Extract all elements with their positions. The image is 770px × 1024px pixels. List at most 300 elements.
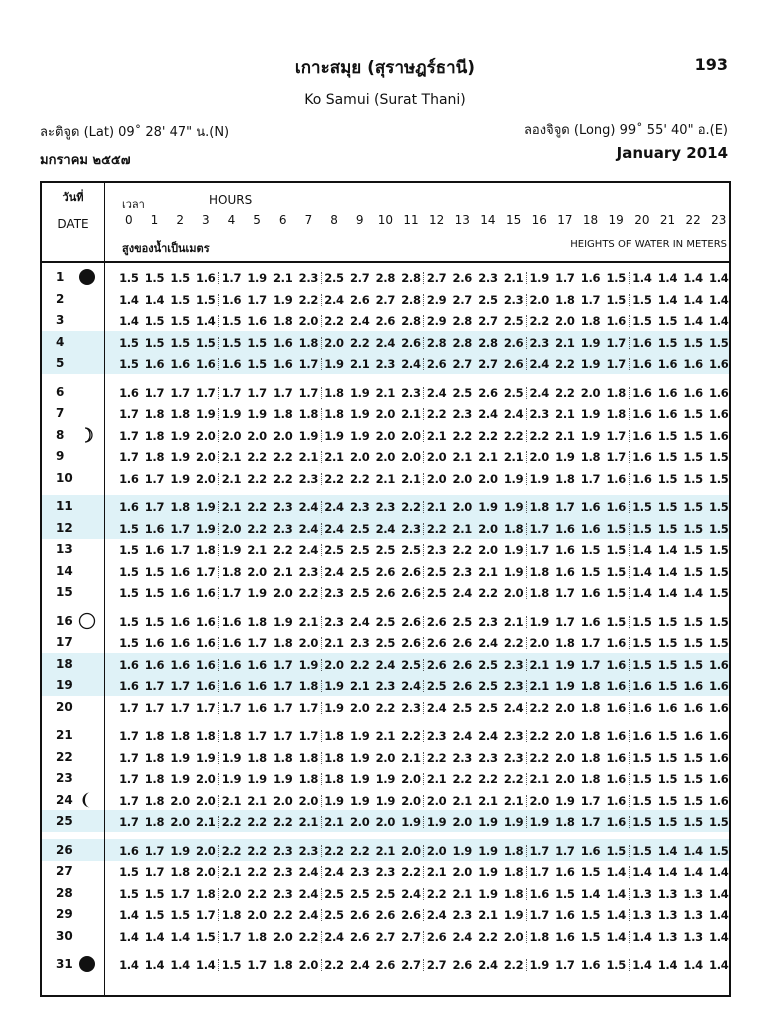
height-cell: 1.8 bbox=[298, 772, 319, 787]
height-cell: 2.1 bbox=[349, 357, 370, 372]
hour-label: 1 bbox=[150, 213, 159, 227]
height-cell: 1.8 bbox=[555, 292, 575, 307]
height-cell: 2.2 bbox=[529, 428, 549, 443]
hour-label: 23 bbox=[711, 213, 727, 227]
height-cell: 1.5 bbox=[119, 335, 139, 350]
height-cell: 1.8 bbox=[606, 407, 626, 422]
hour-label: 20 bbox=[634, 213, 650, 227]
height-cell: 1.8 bbox=[324, 407, 344, 422]
month-english-label: January 2014 bbox=[616, 144, 728, 162]
height-cell: 2.1 bbox=[503, 614, 524, 629]
height-cell: 1.6 bbox=[606, 471, 626, 486]
height-cell: 2.1 bbox=[503, 793, 524, 808]
height-cell: 2.4 bbox=[298, 543, 319, 558]
height-cell: 1.5 bbox=[709, 335, 729, 350]
height-cell: 1.8 bbox=[503, 865, 524, 880]
height-cell: 1.9 bbox=[580, 357, 601, 372]
group-separator bbox=[423, 501, 424, 513]
height-cell: 2.6 bbox=[375, 958, 396, 972]
height-cell: 1.8 bbox=[272, 314, 293, 329]
height-cell: 1.4 bbox=[144, 292, 165, 307]
height-cell: 2.3 bbox=[324, 614, 344, 629]
height-cell: 1.9 bbox=[324, 700, 344, 715]
group-separator bbox=[526, 959, 527, 971]
table-row bbox=[42, 904, 729, 924]
height-cell: 2.4 bbox=[324, 564, 344, 579]
height-cell: 1.6 bbox=[555, 865, 575, 880]
height-cell: 2.2 bbox=[247, 471, 267, 486]
height-cell: 1.7 bbox=[555, 958, 575, 972]
height-cell: 1.8 bbox=[196, 543, 216, 558]
height-cell: 1.6 bbox=[683, 679, 703, 694]
group-separator bbox=[526, 544, 527, 556]
height-cell: 1.4 bbox=[632, 271, 652, 285]
height-cell: 2.0 bbox=[580, 385, 601, 400]
height-cell: 1.9 bbox=[196, 407, 216, 422]
height-cell: 1.9 bbox=[503, 815, 524, 830]
height-cell: 2.5 bbox=[375, 543, 396, 558]
height-cell: 2.1 bbox=[555, 428, 575, 443]
height-cell: 1.4 bbox=[119, 314, 139, 329]
table-row bbox=[42, 954, 729, 974]
group-separator bbox=[423, 702, 424, 714]
height-cell: 2.1 bbox=[478, 908, 498, 923]
height-cell: 1.8 bbox=[298, 750, 319, 765]
height-cell: 2.0 bbox=[555, 314, 575, 329]
height-cell: 2.3 bbox=[272, 886, 293, 901]
group-separator bbox=[526, 909, 527, 921]
height-cell: 1.5 bbox=[119, 543, 139, 558]
height-cell: 2.3 bbox=[503, 657, 524, 672]
group-separator bbox=[218, 730, 219, 742]
table-row bbox=[42, 811, 729, 831]
table-row bbox=[42, 310, 729, 330]
height-cell: 2.1 bbox=[401, 750, 421, 765]
group-separator bbox=[629, 272, 630, 284]
table-row bbox=[42, 353, 729, 373]
height-cell: 2.2 bbox=[401, 500, 421, 514]
height-cell: 2.2 bbox=[478, 428, 498, 443]
height-cell: 2.0 bbox=[272, 428, 293, 443]
height-cell: 1.9 bbox=[580, 407, 601, 422]
height-cell: 2.5 bbox=[478, 679, 498, 694]
height-cell: 1.6 bbox=[247, 314, 267, 329]
height-cell: 1.8 bbox=[144, 450, 165, 465]
height-cell: 1.7 bbox=[272, 385, 293, 400]
height-cell: 2.2 bbox=[529, 750, 549, 765]
height-cell: 1.6 bbox=[170, 357, 190, 372]
height-cell: 1.6 bbox=[247, 679, 267, 694]
height-cell: 1.7 bbox=[606, 450, 626, 465]
height-cell: 2.3 bbox=[375, 679, 396, 694]
height-cell: 1.7 bbox=[119, 700, 139, 715]
height-cell: 2.0 bbox=[349, 700, 370, 715]
height-cell: 2.0 bbox=[555, 729, 575, 743]
height-cell: 2.2 bbox=[221, 843, 242, 858]
height-cell: 1.6 bbox=[196, 357, 216, 372]
height-cell: 2.0 bbox=[503, 929, 524, 944]
hour-label: 13 bbox=[454, 213, 470, 227]
height-cell: 2.0 bbox=[170, 793, 190, 808]
height-cell: 2.0 bbox=[375, 407, 396, 422]
height-cell: 1.6 bbox=[709, 700, 729, 715]
height-cell: 1.5 bbox=[657, 815, 678, 830]
hour-label: 2 bbox=[176, 213, 184, 227]
group-separator bbox=[526, 659, 527, 671]
height-cell: 2.0 bbox=[247, 428, 267, 443]
height-cell: 1.8 bbox=[324, 385, 344, 400]
height-cell: 1.6 bbox=[580, 500, 601, 514]
group-separator bbox=[526, 795, 527, 807]
height-cell: 2.4 bbox=[298, 865, 319, 880]
height-cell: 2.6 bbox=[401, 908, 421, 923]
table-row bbox=[42, 289, 729, 309]
height-cell: 1.5 bbox=[144, 908, 165, 923]
height-cell: 2.2 bbox=[298, 929, 319, 944]
group-separator bbox=[321, 544, 322, 556]
height-cell: 1.7 bbox=[170, 543, 190, 558]
height-cell: 2.7 bbox=[426, 958, 447, 972]
group-separator bbox=[526, 931, 527, 943]
height-cell: 2.3 bbox=[272, 865, 293, 880]
group-separator bbox=[321, 795, 322, 807]
height-cell: 1.8 bbox=[580, 700, 601, 715]
height-cell: 2.0 bbox=[272, 793, 293, 808]
group-separator bbox=[321, 430, 322, 442]
height-cell: 1.5 bbox=[119, 636, 139, 651]
group-separator bbox=[629, 909, 630, 921]
group-separator bbox=[629, 430, 630, 442]
height-cell: 2.2 bbox=[401, 865, 421, 880]
height-cell: 1.7 bbox=[298, 700, 319, 715]
height-cell: 1.8 bbox=[555, 636, 575, 651]
group-separator bbox=[629, 387, 630, 399]
height-cell: 1.6 bbox=[555, 521, 575, 536]
group-separator bbox=[526, 523, 527, 535]
height-cell: 1.5 bbox=[606, 271, 626, 285]
height-cell: 1.5 bbox=[196, 929, 216, 944]
height-cell: 1.6 bbox=[632, 450, 652, 465]
height-cell: 2.0 bbox=[401, 793, 421, 808]
height-cell: 2.2 bbox=[529, 729, 549, 743]
height-cell: 1.6 bbox=[657, 357, 678, 372]
height-cell: 1.9 bbox=[375, 772, 396, 787]
height-cell: 1.6 bbox=[170, 636, 190, 651]
group-separator bbox=[526, 888, 527, 900]
group-separator bbox=[629, 501, 630, 513]
height-cell: 1.6 bbox=[606, 750, 626, 765]
height-cell: 2.5 bbox=[452, 385, 473, 400]
height-cell: 1.7 bbox=[529, 843, 549, 858]
hour-label: 7 bbox=[304, 213, 313, 227]
group-separator bbox=[321, 816, 322, 828]
height-cell: 1.7 bbox=[119, 450, 139, 465]
height-cell: 2.0 bbox=[196, 793, 216, 808]
height-cell: 1.6 bbox=[144, 357, 165, 372]
hour-label: 18 bbox=[582, 213, 599, 227]
height-cell: 1.6 bbox=[709, 407, 729, 422]
latitude-label: ละติจูด (Lat) 09˚ 28' 47" น.(N) bbox=[40, 125, 230, 140]
height-cell: 1.7 bbox=[221, 586, 242, 601]
group-separator bbox=[218, 845, 219, 857]
group-separator bbox=[218, 387, 219, 399]
group-separator bbox=[423, 566, 424, 578]
hour-label: 0 bbox=[125, 213, 133, 227]
height-cell: 2.0 bbox=[247, 908, 267, 923]
height-cell: 1.5 bbox=[144, 586, 165, 601]
height-cell: 1.8 bbox=[503, 886, 524, 901]
date-header: DATE bbox=[57, 217, 89, 231]
height-cell: 2.5 bbox=[478, 292, 498, 307]
height-cell: 1.5 bbox=[119, 614, 139, 629]
height-cell: 2.5 bbox=[324, 886, 344, 901]
height-cell: 1.4 bbox=[657, 865, 678, 880]
height-cell: 1.7 bbox=[170, 700, 190, 715]
height-cell: 1.5 bbox=[580, 564, 601, 579]
height-cell: 1.8 bbox=[196, 729, 216, 743]
height-cell: 1.5 bbox=[606, 292, 626, 307]
height-cell: 1.7 bbox=[119, 815, 139, 830]
height-cell: 2.4 bbox=[426, 385, 447, 400]
height-cell: 1.4 bbox=[119, 292, 139, 307]
height-cell: 2.7 bbox=[478, 357, 498, 372]
height-cell: 2.3 bbox=[503, 292, 524, 307]
height-cell: 1.4 bbox=[144, 958, 165, 972]
height-cell: 1.8 bbox=[580, 314, 601, 329]
height-cell: 1.9 bbox=[221, 772, 242, 787]
height-cell: 1.4 bbox=[196, 958, 216, 972]
height-cell: 1.4 bbox=[709, 908, 729, 923]
height-cell: 1.5 bbox=[683, 500, 703, 514]
group-separator bbox=[526, 816, 527, 828]
height-cell: 2.2 bbox=[478, 929, 498, 944]
height-cell: 1.9 bbox=[349, 428, 370, 443]
height-cell: 2.4 bbox=[349, 614, 370, 629]
height-cell: 1.4 bbox=[119, 929, 139, 944]
height-cell: 2.3 bbox=[452, 908, 473, 923]
group-separator bbox=[423, 430, 424, 442]
height-cell: 1.4 bbox=[683, 586, 703, 601]
height-cell: 2.2 bbox=[349, 657, 370, 672]
date-cell: 18 bbox=[56, 656, 73, 671]
height-cell: 1.9 bbox=[170, 843, 190, 858]
height-cell: 1.5 bbox=[657, 335, 678, 350]
height-cell: 1.5 bbox=[657, 657, 678, 672]
hour-label: 14 bbox=[480, 213, 496, 227]
height-cell: 1.7 bbox=[272, 657, 293, 672]
height-cell: 1.6 bbox=[119, 500, 139, 514]
height-cell: 1.4 bbox=[119, 908, 139, 923]
height-cell: 1.5 bbox=[632, 657, 652, 672]
group-separator bbox=[526, 680, 527, 692]
date-cell: 19 bbox=[56, 678, 73, 693]
height-cell: 1.9 bbox=[196, 500, 216, 514]
height-cell: 1.5 bbox=[247, 357, 267, 372]
table-row bbox=[42, 926, 729, 946]
height-cell: 2.7 bbox=[375, 929, 396, 944]
page-title: เกาะสมุย (สุราษฎร์ธานี) bbox=[294, 58, 476, 78]
height-cell: 2.1 bbox=[324, 636, 344, 651]
height-cell: 2.3 bbox=[503, 729, 524, 743]
height-cell: 1.4 bbox=[709, 292, 729, 307]
height-cell: 1.6 bbox=[196, 679, 216, 694]
height-cell: 1.5 bbox=[119, 886, 139, 901]
last-moon-icon bbox=[78, 791, 96, 809]
height-cell: 1.9 bbox=[580, 335, 601, 350]
height-cell: 2.2 bbox=[375, 700, 396, 715]
height-cell: 1.9 bbox=[478, 815, 498, 830]
height-cell: 1.6 bbox=[683, 729, 703, 743]
group-separator bbox=[629, 315, 630, 327]
height-cell: 2.6 bbox=[426, 929, 447, 944]
hour-label: 8 bbox=[330, 213, 338, 227]
height-cell: 2.6 bbox=[452, 657, 473, 672]
height-cell: 2.1 bbox=[478, 564, 498, 579]
group-separator bbox=[423, 473, 424, 485]
height-cell: 1.9 bbox=[170, 471, 190, 486]
height-cell: 1.6 bbox=[272, 357, 293, 372]
height-cell: 2.7 bbox=[375, 292, 396, 307]
height-cell: 2.2 bbox=[503, 772, 524, 787]
height-cell: 1.7 bbox=[144, 385, 165, 400]
height-cell: 2.2 bbox=[426, 407, 447, 422]
height-cell: 1.5 bbox=[196, 335, 216, 350]
height-cell: 2.4 bbox=[324, 929, 344, 944]
height-cell: 1.5 bbox=[657, 521, 678, 536]
height-cell: 1.7 bbox=[272, 679, 293, 694]
group-separator bbox=[526, 294, 527, 306]
group-separator bbox=[423, 294, 424, 306]
height-cell: 2.3 bbox=[349, 865, 370, 880]
group-separator bbox=[423, 408, 424, 420]
group-separator bbox=[321, 931, 322, 943]
group-separator bbox=[218, 752, 219, 764]
height-cell: 1.5 bbox=[709, 614, 729, 629]
new-moon-icon bbox=[78, 955, 96, 973]
height-cell: 2.5 bbox=[401, 657, 421, 672]
height-cell: 2.6 bbox=[375, 586, 396, 601]
height-cell: 2.1 bbox=[298, 815, 319, 830]
height-cell: 2.2 bbox=[503, 958, 524, 972]
height-cell: 1.7 bbox=[221, 271, 242, 285]
height-cell: 2.2 bbox=[478, 772, 498, 787]
height-cell: 1.8 bbox=[196, 886, 216, 901]
height-cell: 1.8 bbox=[144, 772, 165, 787]
hours-header: HOURS bbox=[209, 193, 253, 207]
height-cell: 2.2 bbox=[247, 500, 267, 514]
height-cell: 1.6 bbox=[709, 729, 729, 743]
height-cell: 1.5 bbox=[144, 886, 165, 901]
height-cell: 1.6 bbox=[196, 586, 216, 601]
height-cell: 1.8 bbox=[298, 335, 319, 350]
height-cell: 1.7 bbox=[119, 428, 139, 443]
height-cell: 1.5 bbox=[709, 843, 729, 858]
height-cell: 1.5 bbox=[657, 679, 678, 694]
height-cell: 2.4 bbox=[401, 357, 421, 372]
group-separator bbox=[321, 909, 322, 921]
height-cell: 1.6 bbox=[632, 471, 652, 486]
height-cell: 2.0 bbox=[196, 450, 216, 465]
height-cell: 2.3 bbox=[272, 521, 293, 536]
height-cell: 1.6 bbox=[144, 543, 165, 558]
height-cell: 1.6 bbox=[170, 657, 190, 672]
height-cell: 1.5 bbox=[709, 500, 729, 514]
height-cell: 1.9 bbox=[529, 271, 549, 285]
height-cell: 1.5 bbox=[709, 450, 729, 465]
height-cell: 1.5 bbox=[580, 908, 601, 923]
height-cell: 1.5 bbox=[606, 843, 626, 858]
height-cell: 1.5 bbox=[580, 543, 601, 558]
height-cell: 1.6 bbox=[657, 700, 678, 715]
height-cell: 1.7 bbox=[119, 729, 139, 743]
group-separator bbox=[321, 451, 322, 463]
height-cell: 1.5 bbox=[709, 564, 729, 579]
height-cell: 1.8 bbox=[555, 815, 575, 830]
height-cell: 2.3 bbox=[452, 407, 473, 422]
height-cell: 2.7 bbox=[349, 271, 370, 285]
height-cell: 1.8 bbox=[580, 729, 601, 743]
table-row bbox=[42, 697, 729, 717]
group-separator bbox=[629, 587, 630, 599]
height-cell: 1.8 bbox=[606, 385, 626, 400]
height-cell: 1.4 bbox=[580, 886, 601, 901]
table-row bbox=[42, 790, 729, 810]
height-cell: 2.5 bbox=[375, 614, 396, 629]
height-cell: 2.2 bbox=[503, 636, 524, 651]
table-row bbox=[42, 861, 729, 881]
date-cell: 16 bbox=[56, 613, 73, 628]
height-cell: 2.3 bbox=[401, 385, 421, 400]
height-cell: 2.8 bbox=[452, 314, 473, 329]
height-cell: 2.4 bbox=[426, 700, 447, 715]
height-cell: 1.5 bbox=[119, 271, 139, 285]
height-cell: 1.7 bbox=[119, 793, 139, 808]
hour-label: 10 bbox=[377, 213, 393, 227]
group-separator bbox=[218, 337, 219, 349]
height-cell: 2.0 bbox=[298, 636, 319, 651]
date-cell: 10 bbox=[56, 470, 73, 485]
height-cell: 1.6 bbox=[632, 700, 652, 715]
date-cell: 30 bbox=[56, 928, 73, 943]
page-subtitle: Ko Samui (Surat Thani) bbox=[304, 92, 466, 108]
date-cell: 14 bbox=[56, 563, 73, 578]
height-cell: 2.0 bbox=[426, 843, 447, 858]
height-cell: 1.5 bbox=[709, 543, 729, 558]
height-cell: 1.6 bbox=[632, 335, 652, 350]
height-cell: 2.6 bbox=[452, 679, 473, 694]
group-separator bbox=[321, 294, 322, 306]
height-cell: 2.2 bbox=[503, 428, 524, 443]
height-cell: 1.9 bbox=[452, 843, 473, 858]
height-cell: 1.4 bbox=[119, 958, 139, 972]
table-row bbox=[42, 611, 729, 631]
height-cell: 1.6 bbox=[221, 357, 242, 372]
date-cell: 17 bbox=[56, 635, 73, 650]
height-cell: 1.5 bbox=[683, 793, 703, 808]
height-cell: 1.4 bbox=[683, 865, 703, 880]
height-cell: 1.6 bbox=[580, 958, 601, 972]
height-cell: 2.1 bbox=[529, 772, 549, 787]
height-cell: 2.1 bbox=[221, 865, 242, 880]
height-cell: 2.5 bbox=[375, 636, 396, 651]
height-cell: 1.5 bbox=[606, 614, 626, 629]
group-separator bbox=[423, 845, 424, 857]
height-cell: 2.0 bbox=[324, 657, 344, 672]
height-cell: 1.3 bbox=[657, 886, 678, 901]
height-cell: 1.4 bbox=[657, 292, 678, 307]
height-cell: 1.5 bbox=[632, 614, 652, 629]
height-cell: 1.4 bbox=[170, 929, 190, 944]
